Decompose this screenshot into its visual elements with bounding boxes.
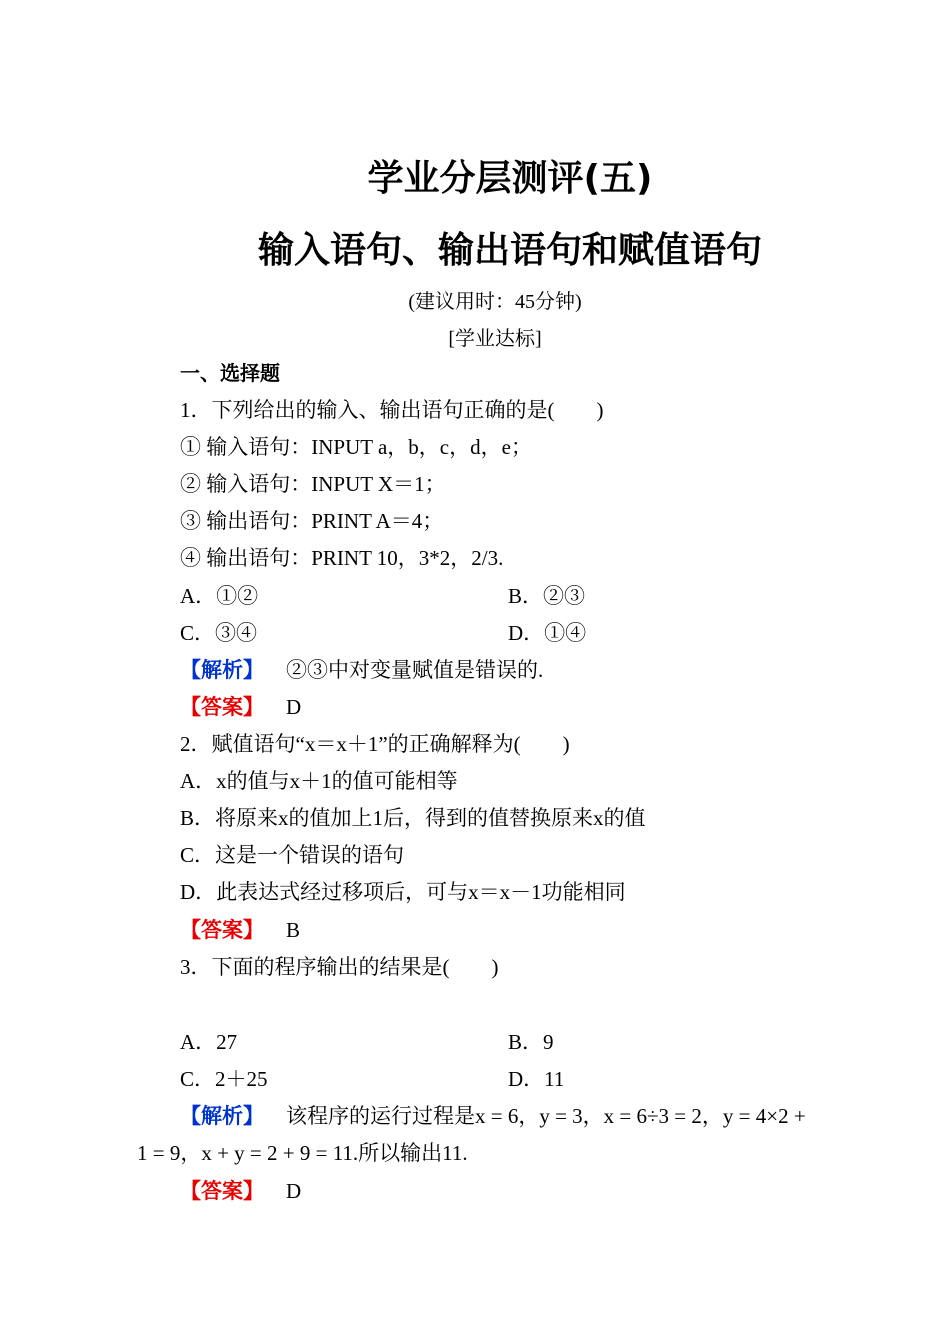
q1-option-c: C．③④ [180, 621, 258, 645]
q1-item-3: ③ 输出语句：PRINT A＝4； [180, 509, 444, 533]
page-title: 学业分层测评(五) [367, 158, 653, 199]
q1-option-b: B．②③ [508, 584, 586, 608]
q1-item-1: ① 输入语句：INPUT a，b，c，d，e； [180, 435, 532, 459]
answer-tag: 【答案】 [180, 695, 264, 719]
q1-answer [180, 691, 301, 723]
q1-stem: 1．下列给出的输入、输出语句正确的是( ) [180, 398, 604, 422]
q3-option-b: B．9 [508, 1030, 554, 1054]
answer-tag: 【答案】 [180, 1179, 264, 1203]
section-heading: 一、选择题 [180, 361, 280, 385]
q2-option-d: D．此表达式经过移项后，可与x＝x－1功能相同 [180, 880, 626, 904]
answer-text: D [286, 695, 302, 719]
answer-tag: 【答案】 [180, 918, 264, 942]
page-subtitle: 输入语句、输出语句和赋值语句 [257, 230, 762, 271]
q2-answer [180, 914, 300, 946]
q1-option-a: A．①② [180, 584, 259, 608]
q1-analysis [180, 654, 543, 686]
answer-text: B [286, 918, 301, 942]
answer-text: D [286, 1179, 302, 1203]
analysis-tag: 【解析】 [180, 1104, 264, 1128]
q3-answer [180, 1175, 301, 1207]
q3-analysis-line2: 1 = 9，x + y = 2 + 9 = 11.所以输出11. [137, 1141, 468, 1165]
q2-option-b: B．将原来x的值加上1后，得到的值替换原来x的值 [180, 806, 646, 830]
analysis-tag: 【解析】 [180, 658, 264, 682]
q1-item-4: ④ 输出语句：PRINT 10，3*2，2/3. [180, 546, 504, 570]
q2-option-c: C．这是一个错误的语句 [180, 843, 405, 867]
q1-option-d: D．①④ [508, 621, 587, 645]
q3-option-a: A．27 [180, 1030, 238, 1054]
level-heading: [学业达标] [448, 328, 542, 350]
q3-option-d: D．11 [508, 1067, 565, 1091]
analysis-text: ②③中对变量赋值是错误的. [286, 658, 544, 682]
suggested-time: (建议用时：45分钟) [408, 291, 582, 313]
q3-option-c: C．2＋25 [180, 1067, 268, 1091]
analysis-text: 该程序的运行过程是x = 6，y = 3，x = 6÷3 = 2，y = 4×2 + [286, 1104, 806, 1128]
q2-option-a: A．x的值与x＋1的值可能相等 [180, 769, 458, 793]
q2-stem: 2．赋值语句“x＝x＋1”的正确解释为( ) [180, 732, 570, 756]
q3-stem: 3．下面的程序输出的结果是( ) [180, 955, 499, 979]
q3-analysis-line1 [180, 1100, 806, 1132]
q1-item-2: ② 输入语句：INPUT X＝1； [180, 472, 446, 496]
